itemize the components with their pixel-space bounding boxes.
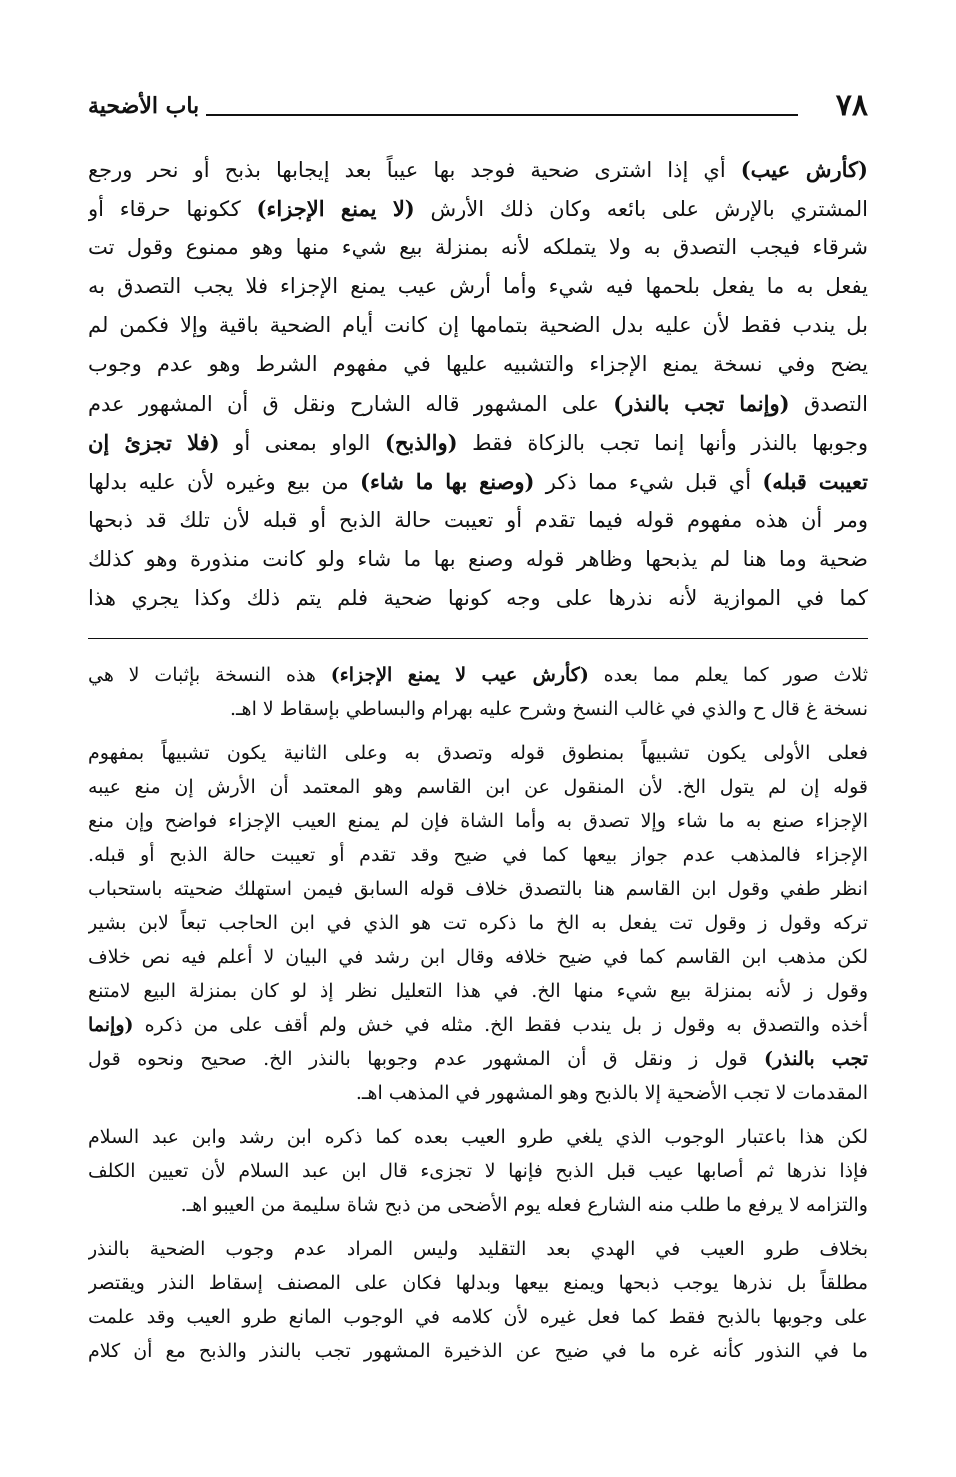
text-line: [88, 1334, 868, 1368]
bold-text-segment: (كأرش عيب لا يمنع الإجزاء): [330, 664, 589, 686]
text-line: [88, 906, 868, 940]
text-line: [88, 501, 868, 540]
text-segment: المقدمات لا تجب الأضحية إلا بالذبح وهو المشهور في المذهب اهـ.: [355, 1082, 868, 1104]
text-segment: فعلى الأولى يكون تشبيهاً بمنطوق قوله وتصدق به وعلى الثانية يكون تشبيهاً بمفهوم: [88, 742, 868, 764]
text-segment: لكن مذهب ابن القاسم كما في ضيح خلافه وقال ابن رشد في البيان لا أعلم فيه نص خلاف: [88, 946, 868, 968]
text-segment: أي إذا اشترى ضحية فوجد بها عيباً بعد إيجابها بذبح أو نحر ورجع: [88, 158, 741, 182]
text-line: [88, 1232, 868, 1266]
text-segment: والتزامه لا يرفع ما طلب منه الشارع فعله يوم الأضحى من ذبح شاة سليمة من العيبو اهـ.: [180, 1194, 868, 1216]
text-line: [88, 658, 868, 692]
bold-text-segment: تعيبت قبله): [762, 469, 868, 494]
text-line: [88, 1188, 868, 1222]
bold-text-segment: (وإنما: [88, 1014, 134, 1036]
main-text: [88, 150, 868, 618]
page-header: [88, 86, 868, 130]
text-segment: ومر أن هذه مفهوم قوله فيما تقدم أو تعيبت حالة الذبح أو قبله لأن تلك قد ذبحها: [88, 508, 868, 532]
text-segment: على وجوبها بالذبح فقط كما فعل غيره لأن كلامه في الوجوب المانع طرو العيب وقد علمت: [88, 1306, 868, 1328]
text-line: [88, 1042, 868, 1076]
text-line: [88, 306, 868, 345]
text-line: [88, 804, 868, 838]
text-segment: يفعل به ما يفعل بلحمها فيه شيء وأما أرش عيب يمنع الإجزاء فلا يجب التصدق به: [88, 274, 868, 298]
text-segment: هذه النسخة بإثبات لا هي: [88, 664, 331, 686]
bold-text-segment: (لا يمنع الإجزاء): [256, 196, 415, 221]
bold-text-segment: (فلا تجزئ إن: [88, 430, 220, 455]
text-segment: كما في الموازية لأنه نذرها على وجه كونها ضحية فلم يتم ذلك وكذا يجري هذا: [88, 586, 868, 610]
text-segment: يضح وفي نسخة يمنع الإجزاء والتشبيه عليها في مفهوم الشرط وهو عدم وجوب: [88, 352, 868, 376]
text-segment: فإذا نذرها ثم أصابها عيب قبل الذبح فإنها لا تجزىء قال ابن عبد السلام لأن تعيين الكلف: [88, 1160, 868, 1182]
text-segment: ضحية وما هنا لم يذبحها وظاهر قوله وصنع بها ما شاء ولو كانت منذورة وهو كذلك: [88, 547, 868, 571]
text-segment: قول ز ونقل ق أن المشهور عدم وجوبها بالنذر الخ. صحيح ونحوه قول: [88, 1048, 764, 1070]
text-segment: وقول ز لأنه بمنزلة بيع شيء منها الخ. في هذا التعليل نظر إذ لو كان بمنزلة البيع لامتنع: [88, 980, 868, 1002]
text-segment: الإجزاء صنع به ما شاء وإلا تصدق به وأما الشاة فإن لم يمنع العيب الإجزاء فواضح وإن منع: [88, 810, 868, 832]
footnote-paragraph: [88, 736, 868, 1110]
text-line: [88, 267, 868, 306]
text-segment: التصدق: [789, 392, 868, 416]
header-rule: [206, 114, 798, 116]
text-line: [88, 345, 868, 384]
text-segment: الواو بمعنى أو: [219, 431, 385, 455]
text-line: [88, 423, 868, 462]
text-segment: نسخة غ قال ح والذي في غالب النسخ وشرح عليه بهرام والبساطي بإسقاط لا اهـ.: [229, 698, 868, 720]
text-line: [88, 189, 868, 228]
bold-text-segment: (كأرش عيب): [740, 157, 868, 182]
text-line: [88, 540, 868, 579]
text-line: [88, 1154, 868, 1188]
text-line: [88, 940, 868, 974]
text-segment: تركه وقول ز وقول تت يفعل به الخ ما ذكره تت هو الذي في ابن الحاجب تبعاً لابن بشير: [88, 912, 868, 934]
text-line: [88, 736, 868, 770]
bold-text-segment: (وإنما تجب بالنذر): [613, 391, 790, 416]
text-segment: قوله إن لم يتول الخ. لأن المنقول عن ابن القاسم وهو المعتمد أن الأرش إن منع عيبه: [88, 776, 868, 798]
text-line: [88, 150, 868, 189]
text-line: [88, 1008, 868, 1042]
text-segment: شرقاء فيجب التصدق به ولا يتملكه لأنه بمنزلة بيع شيء منها وهو ممنوع وقول تت: [88, 235, 868, 259]
text-line: [88, 692, 868, 726]
text-line: [88, 770, 868, 804]
bold-text-segment: (والذبح): [384, 430, 458, 455]
text-segment: ما في النذور كأنه غره ما في ضيح عن الذخيرة المشهور تجب بالنذر والذبح مع أن كلام: [88, 1340, 868, 1362]
text-line: [88, 228, 868, 267]
text-segment: الإجزاء فالمذهب عدم جواز بيعها كما في ضيح وقد تقدم أو تعيبت حالة الذبح أو قبله.: [88, 844, 868, 866]
footnotes: [88, 658, 868, 1378]
bold-text-segment: تجب بالنذر): [763, 1048, 868, 1070]
text-segment: على المشهور قاله الشارح ونقل ق أن المشهور عدم: [88, 392, 614, 416]
bold-text-segment: (وصنع بها ما شاء): [360, 469, 535, 494]
text-line: [88, 974, 868, 1008]
text-segment: أخذه والتصدق به وقول ز بل يندب فقط الخ. مثله في خش ولم أقف على من ذكره: [133, 1014, 868, 1036]
footnote-paragraph: [88, 1232, 868, 1368]
footnote-paragraph: [88, 1120, 868, 1222]
text-segment: وجوبها بالنذر وأنها إنما تجب بالزكاة فقط: [457, 431, 868, 455]
text-segment: مطلقاً بل نذرها يوجب ذبحها ويمنع بيعها وبدلها فكان على المصنف إسقاط النذر ويقتصر: [88, 1272, 868, 1294]
text-line: [88, 462, 868, 501]
text-segment: بل يندب فقط لأن عليه بدل الضحية بتمامها إن كانت أيام الضحية باقية وإلا فكمن لم: [88, 313, 868, 337]
text-line: [88, 579, 868, 618]
text-segment: بخلاف طرو العيب في الهدي بعد التقليد وليس المراد عدم وجوب الضحية بالنذر: [88, 1238, 868, 1260]
text-segment: ككونها حرقاء أو: [88, 197, 257, 221]
footnote-separator: [88, 638, 868, 639]
text-segment: من بيع وغيره لأن عليه بدلها: [88, 470, 361, 494]
text-segment: أي قبل شيء مما ذكر: [534, 470, 763, 494]
text-line: [88, 1120, 868, 1154]
text-segment: لكن هذا باعتبار الوجوب الذي يلغي طرو العيب بعده كما ذكره ابن رشد وابن عبد السلام: [88, 1126, 868, 1148]
text-line: [88, 1266, 868, 1300]
text-segment: انظر طفي وقول ابن القاسم هنا بالتصدق خلاف قوله السابق فيمن استهلك ضحيته باستحباب: [88, 878, 868, 900]
text-line: [88, 872, 868, 906]
text-segment: ثلاث صور كما يعلم مما بعده: [588, 664, 868, 686]
text-line: [88, 838, 868, 872]
chapter-title: باب الأضحية: [88, 93, 200, 119]
text-line: [88, 1076, 868, 1110]
page-number: ٧٨: [835, 88, 868, 123]
text-line: [88, 1300, 868, 1334]
text-line: [88, 384, 868, 423]
text-segment: المشتري بالإرش على بائعه وكان ذلك الأرش: [414, 197, 868, 221]
footnote-paragraph: [88, 658, 868, 726]
